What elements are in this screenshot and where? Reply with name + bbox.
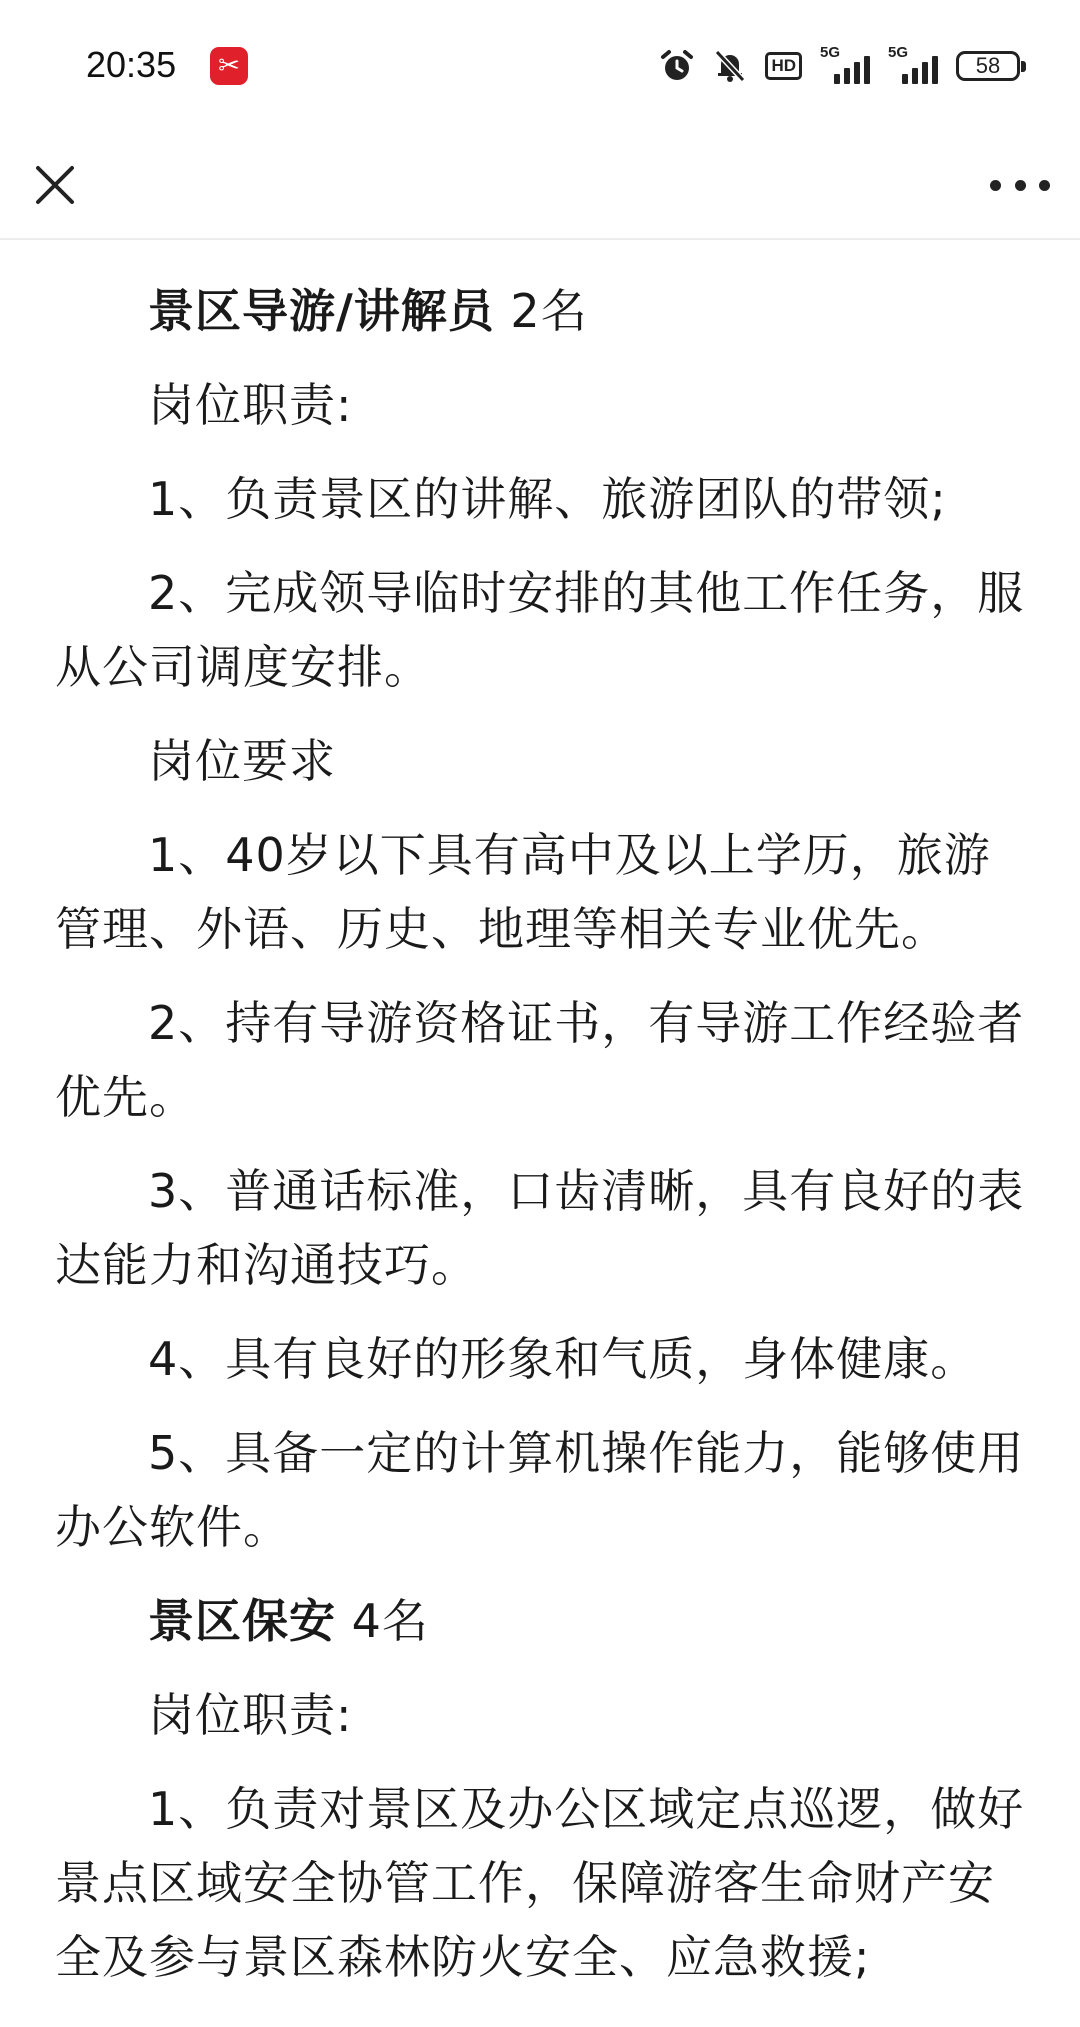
status-bar (0, 0, 1080, 130)
job-title-name: 景区导游/讲解员 (148, 284, 495, 338)
job-headcount: 2名 (494, 284, 588, 338)
status-time: 20:35 (86, 44, 177, 85)
section-heading: 岗位要求 (148, 734, 336, 788)
status-icons (659, 44, 1020, 88)
hd-icon: HD (765, 52, 802, 80)
close-button[interactable] (30, 160, 80, 210)
capcut-app-icon: ✂ (210, 47, 248, 85)
more-options-button[interactable] (990, 160, 1050, 210)
close-icon (30, 160, 80, 210)
list-item: 5、具备一定的计算机操作能力，能够使用办公软件。 (55, 1426, 1025, 1554)
list-item: 1、40岁以下具有高中及以上学历，旅游管理、外语、历史、地理等相关专业优先。 (55, 828, 991, 956)
section-heading: 岗位职责: (148, 378, 353, 432)
list-item: 1、负责景区的讲解、旅游团队的带领; (148, 472, 947, 526)
list-item: 2、完成领导临时安排的其他工作任务，服从公司调度安排。 (55, 566, 1025, 694)
article-content (55, 240, 1025, 2014)
list-item: 4、具有良好的形象和气质，身体健康。 (148, 1332, 978, 1386)
list-item: 2、持有导游资格证书，有导游工作经验者优先。 (55, 996, 1025, 1124)
signal-5g-icon: 5G (888, 48, 938, 84)
job-headcount: 4名 (336, 1594, 429, 1648)
list-item: 3、普通话标准，口齿清晰，具有良好的表达能力和沟通技巧。 (55, 1164, 1025, 1292)
bell-mute-icon (713, 48, 747, 84)
more-icon (990, 180, 1001, 191)
section-heading: 岗位职责: (148, 1688, 353, 1742)
job-title (55, 1584, 1025, 1658)
job-title-name: 景区保安 (148, 1594, 336, 1648)
signal-5g-icon: 5G (820, 48, 870, 84)
alarm-icon (659, 48, 695, 84)
job-title (55, 274, 1025, 348)
list-item: 1、负责对景区及办公区域定点巡逻，做好景点区域安全协管工作，保障游客生命财产安全及参与景区森林防火安全、应急救援; (55, 1782, 1025, 1984)
battery-indicator: 58 (956, 51, 1020, 81)
top-toolbar (0, 130, 1080, 240)
